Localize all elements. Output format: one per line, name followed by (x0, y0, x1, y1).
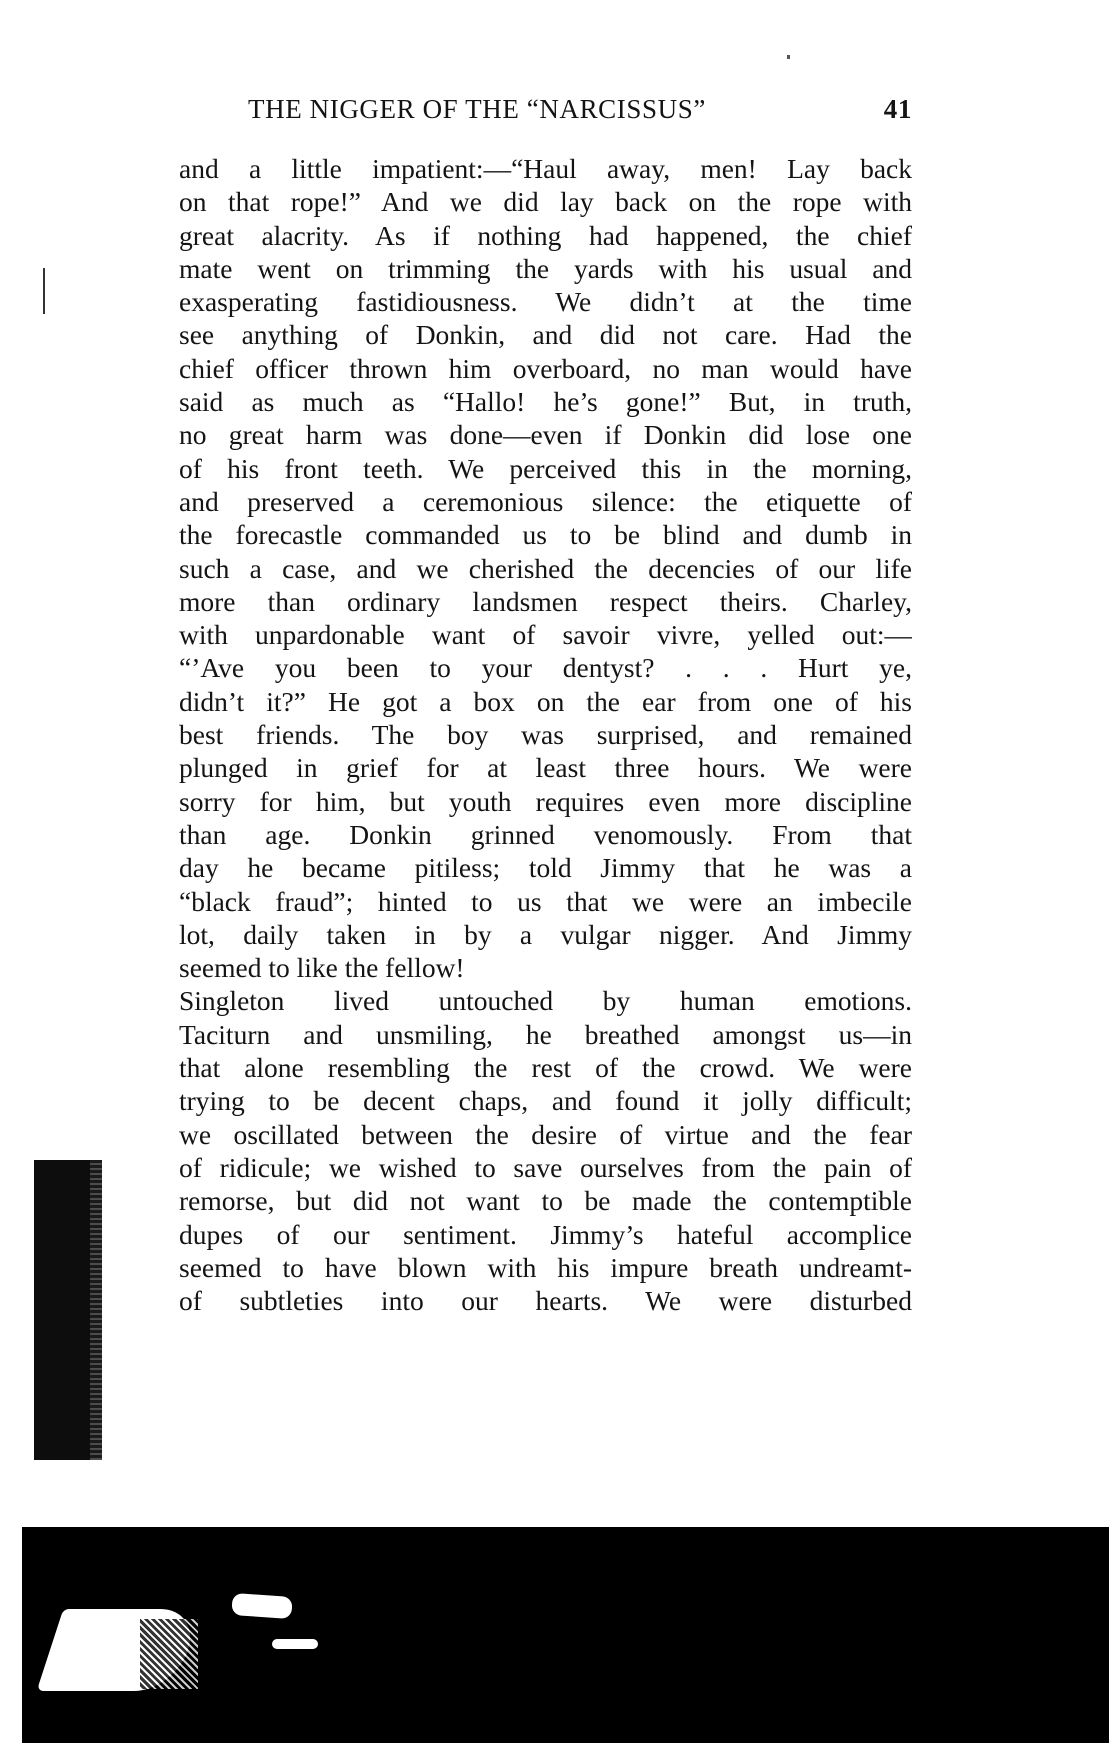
text-line: of subtleties into our hearts. We were disturbed (179, 1285, 912, 1317)
text-line: that alone resembling the rest of the crowd. We were (179, 1052, 912, 1084)
text-line: day he became pitiless; told Jimmy that he was a (179, 852, 912, 884)
text-line: of ridicule; we wished to save ourselves from the pain of (179, 1151, 912, 1183)
text-line: great alacrity. As if nothing had happened, the chief (179, 219, 912, 251)
running-header (248, 94, 912, 124)
text-line: and preserved a ceremonious silence: the etiquette of (179, 485, 912, 517)
page-number: 41 (883, 94, 912, 124)
scan-bottom-shadow (22, 1527, 1109, 1743)
text-line: Singleton lived untouched by human emotions. (179, 985, 912, 1017)
text-line: the forecastle commanded us to be blind and dumb in (179, 519, 912, 551)
text-line: such a case, and we cherished the decencies of our life (179, 552, 912, 584)
text-line: remorse, but did not want to be made the contemptible (179, 1185, 912, 1217)
text-line: dupes of our sentiment. Jimmy’s hateful accomplice (179, 1218, 912, 1250)
text-line: said as much as “Hallo! he’s gone!” But, in truth, (179, 386, 912, 418)
text-line: Taciturn and unsmiling, he breathed amongst us—in (179, 1018, 912, 1050)
text-line: on that rope!” And we did lay back on the rope with (179, 186, 912, 218)
running-title: THE NIGGER OF THE “NARCISSUS” (248, 94, 706, 124)
scan-edge-shadow (34, 1160, 102, 1460)
scan-artifact (231, 1593, 292, 1619)
text-line: seemed to have blown with his impure breath undreamt- (179, 1251, 912, 1283)
text-line: exasperating fastidiousness. We didn’t at the time (179, 286, 912, 318)
text-line: no great harm was done—even if Donkin did lose one (179, 419, 912, 451)
text-line: of his front teeth. We perceived this in the morning, (179, 452, 912, 484)
text-line: best friends. The boy was surprised, and remained (179, 719, 912, 751)
scan-speck (787, 55, 790, 59)
text-line: trying to be decent chaps, and found it jolly difficult; (179, 1085, 912, 1117)
scan-artifact (140, 1619, 198, 1689)
scan-artifact (272, 1639, 318, 1649)
text-line: sorry for him, but youth requires even more discipline (179, 785, 912, 817)
text-line: seemed to like the fellow! (179, 952, 465, 984)
text-line: didn’t it?” He got a box on the ear from one of his (179, 685, 912, 717)
scan-margin-mark (43, 268, 45, 314)
text-line: more than ordinary landsmen respect theirs. Charley, (179, 585, 912, 617)
text-line: we oscillated between the desire of virtue and the fear (179, 1118, 912, 1150)
text-line: “’Ave you been to your dentyst? . . . Hurt ye, (179, 652, 912, 684)
text-line: and a little impatient:—“Haul away, men! Lay back (179, 153, 912, 184)
text-line: plunged in grief for at least three hours. We were (179, 752, 912, 784)
body-text (179, 152, 912, 1317)
text-line: “black fraud”; hinted to us that we were an imbecile (179, 885, 912, 917)
text-line: lot, daily taken in by a vulgar nigger. And Jimmy (179, 918, 912, 950)
text-line: mate went on trimming the yards with his usual and (179, 252, 912, 284)
text-line: chief officer thrown him overboard, no man would have (179, 352, 912, 384)
text-line: see anything of Donkin, and did not care. Had the (179, 319, 912, 351)
text-line: than age. Donkin grinned venomously. From that (179, 818, 912, 850)
text-line: with unpardonable want of savoir vivre, yelled out:— (179, 619, 912, 651)
